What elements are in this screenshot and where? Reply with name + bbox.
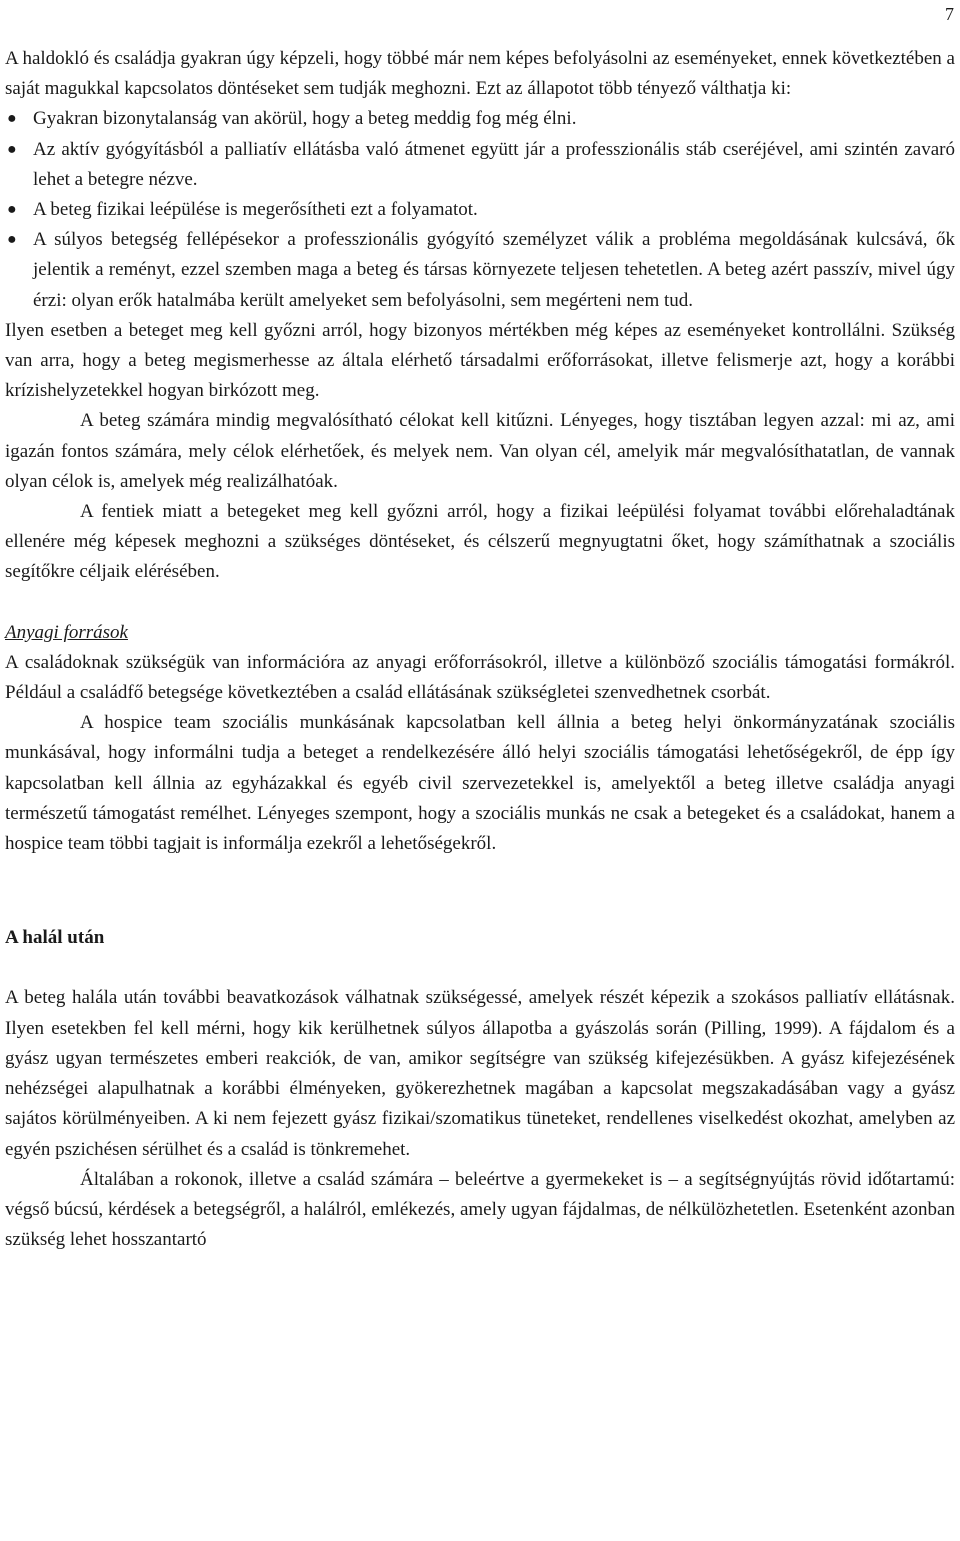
body-paragraph: A beteg számára mindig megvalósítható célokat kell kitűzni. Lényeges, hogy tisztában legyen azzal: mi az, ami igazán fontos számára, mely célok elérhetőek, és melyek nem. Van olyan cél, amelyik már megvalósíthatatlan, de vannak olyan célok is, amelyek még realizálhatóak. [5, 410, 955, 492]
body-paragraph: Általában a rokonok, illetve a család számára – beleértve a gyermekeket is – a segítségnyújtás rövid időtartamú: végső búcsú, kérdések a betegségről, a halálról, emlékezés, amely ugyan fájdalmas, de nélkülözhetetlen. Esetenként azonban szükség lehet hosszantartó [5, 1168, 955, 1251]
bullet-icon: ● [7, 231, 17, 249]
list-item [5, 195, 955, 225]
list-item [5, 104, 955, 134]
list-item [5, 225, 955, 316]
list-item-text: Gyakran bizonytalanság van akörül, hogy a beteg meddig fog még élni. [33, 108, 577, 130]
list-item-text: Az aktív gyógyításból a palliatív ellátásba való átmenet együtt jár a professzionális stáb cseréjével, ami szintén zavaró lehet a betegre nézve. [33, 138, 955, 190]
page-number: 7 [945, 4, 954, 24]
body-paragraph: A beteg halála után további beavatkozások válhatnak szükségessé, amelyek részét képezik a szokásos palliatív ellátásnak. Ilyen esetekben fel kell mérni, hogy kik kerülhetnek súlyos állapotba a gyászolás során (Pilling, 1999). A fájdalom és a gyász ugyan természetes emberi reakciók, de van, amikor segítségre van szükség kifejezésükben. A gyász kifejezésének nehézségei alapulhatnak a korábbi élményeken, gyökerezhetnek magában a kapcsolat megszakadásában vagy a gyász sajátos körülményeiben. A ki nem fejezett gyász fizikai/szomatikus tüneteket, rendellenes viselkedést okozhat, amelyben az egyén pszichésen sérülhet és a család is tönkremehet. [5, 987, 955, 1160]
list-item-text: A súlyos betegség fellépésekor a professzionális gyógyító személyzet válik a probléma megoldásának kulcsává, ők jelentik a reményt, ezzel szemben maga a beteg és társas környezete teljesen tehetetlen. A beteg azért passzív, mivel úgy érzi: olyan erők hatalmába került amelyeket sem befolyásolni, sem megérteni nem tud. [33, 229, 955, 311]
list-item-text: A beteg fizikai leépülése is megerősítheti ezt a folyamatot. [33, 199, 478, 221]
section-heading-anyagi: Anyagi források [5, 621, 128, 643]
list-item [5, 135, 955, 195]
body-paragraph: A családoknak szükségük van információra az anyagi erőforrásokról, illetve a különböző szociális támogatási formákról. Például a családfő betegsége következtében a család ellátásának szükségletei szenvedhetnek csorbát. [5, 651, 955, 704]
document-body [5, 44, 955, 1255]
intro-paragraph: A haldokló és családja gyakran úgy képzeli, hogy többé már nem képes befolyásolni az eseményeket, ennek következtében a saját magukkal kapcsolatos döntéseket sem tudják meghozni. Ezt az állapotot több tényező válthatja ki: [5, 48, 955, 100]
bullet-icon: ● [7, 110, 17, 128]
body-paragraph: Ilyen esetben a beteget meg kell győzni arról, hogy bizonyos mértékben még képes az eseményeket kontrollálni. Szükség van arra, hogy a beteg megismerhesse az általa elérhető társadalmi erőforrásokat, illetve felismerje azt, hogy a korábbi krízishelyzetekkel hogyan birkózott meg. [5, 319, 955, 402]
body-paragraph: A hospice team szociális munkásának kapcsolatban kell állnia a beteg helyi önkormányzatának szociális munkásával, hogy informálni tudja a beteget a rendelkezésére álló helyi szociális támogatási lehetőségekről, de épp így kapcsolatban kell állnia az egyházakkal és egyéb civil szervezetekkel is, amelyektől a beteg illetve családja anyagi természetű támogatást remélhet. Lényeges szempont, hogy a szociális munkás ne csak a betegeket és a családokat, hanem a hospice team többi tagjait is informálja ezekről a lehetőségekről. [5, 712, 955, 855]
body-paragraph: A fentiek miatt a betegeket meg kell győzni arról, hogy a fizikai leépülési folyamat további előrehaladtának ellenére még képesek meghozni a szükséges döntéseket, és célszerű megnyugtatni őket, hogy számíthatnak a szociális segítőkre céljaik elérésében. [5, 501, 955, 583]
section-heading-halal-utan: A halál után [5, 927, 105, 949]
bullet-icon: ● [7, 140, 17, 158]
bullet-list [5, 104, 955, 315]
bullet-icon: ● [7, 201, 17, 219]
